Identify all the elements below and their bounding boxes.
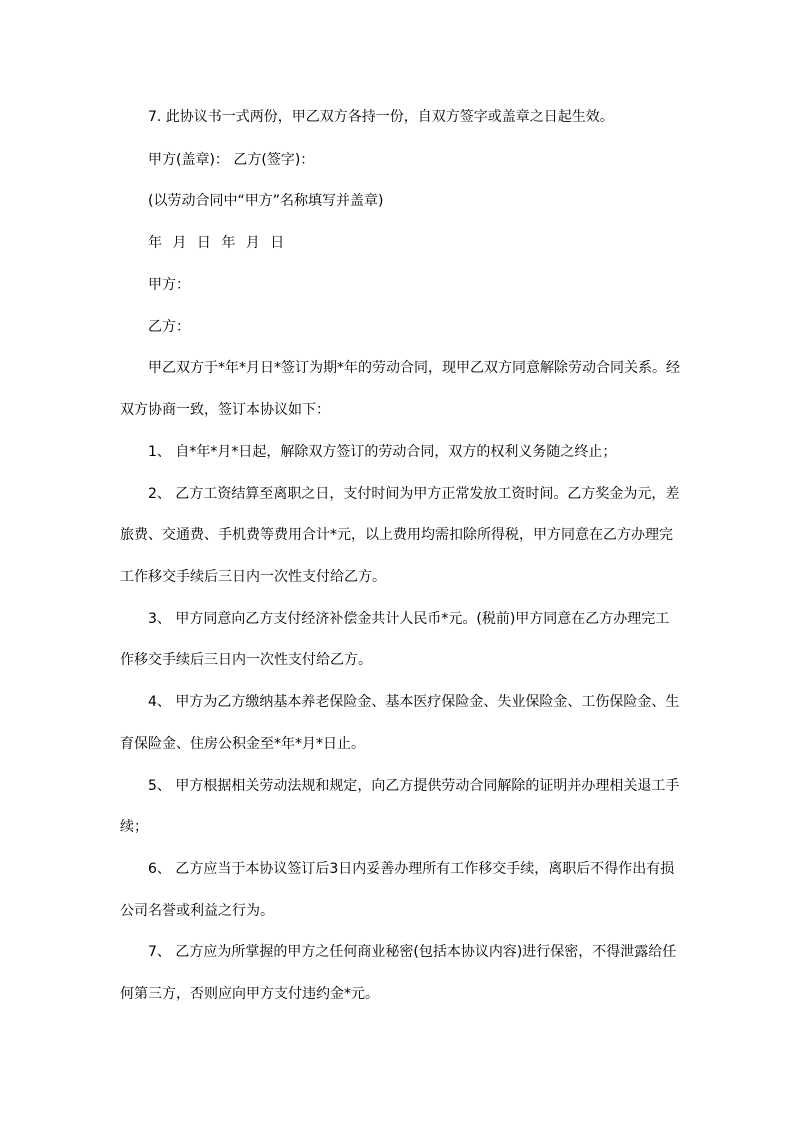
clause-4-line: 4、 甲方为乙方缴纳基本养老保险金、基本医疗保险金、失业保险金、工伤保险金、生: [148, 694, 680, 710]
clause-6-line: 公司名誉或利益之行为。: [120, 903, 274, 919]
clause-2-line: 旅费、交通费、手机费等费用合计*元，以上费用均需扣除所得税，甲方同意在乙方办理完: [120, 527, 673, 543]
seal-note-line: (以劳动合同中“甲方”名称填写并盖章): [148, 193, 384, 209]
clause-5-line: 续；: [120, 819, 148, 835]
date-line: 年 月 日 年 月 日: [148, 235, 285, 251]
intro-line: 双方协商一致，签订本协议如下：: [120, 402, 330, 418]
clause-4-line: 育保险金、住房公积金至*年*月*日止。: [120, 736, 365, 752]
clause-3-line: 3、 甲方同意向乙方支付经济补偿金共计人民币*元。(税前)甲方同意在乙方办理完工: [148, 611, 670, 627]
clause-2-line: 2、 乙方工资结算至离职之日，支付时间为甲方正常发放工资时间。乙方奖金为元，差: [148, 486, 680, 502]
party-a-line: 甲方：: [148, 277, 190, 293]
effective-clause-line: 7. 此协议书一式两份，甲乙双方各持一份，自双方签字或盖章之日起生效。: [148, 109, 614, 125]
clause-3-line: 作移交手续后三日内一次性支付给乙方。: [120, 652, 372, 668]
clause-7-line: 7、 乙方应为所掌握的甲方之任何商业秘密(包括本协议内容)进行保密，不得泄露给任: [148, 944, 677, 960]
intro-line: 甲乙双方于*年*月日*签订为期*年的劳动合同，现甲乙双方同意解除劳动合同关系。经: [148, 360, 680, 376]
clause-2-line: 工作移交手续后三日内一次性支付给乙方。: [120, 569, 386, 585]
party-b-line: 乙方：: [148, 319, 190, 335]
clause-6-line: 6、 乙方应当于本协议签订后3日内妥善办理所有工作移交手续，离职后不得作出有损: [148, 861, 675, 877]
clause-1-line: 1、 自*年*月*日起，解除双方签订的劳动合同，双方的权利义务随之终止；: [148, 444, 617, 460]
signature-line: 甲方(盖章)： 乙方(签字)：: [148, 152, 315, 168]
clause-5-line: 5、 甲方根据相关劳动法规和规定，向乙方提供劳动合同解除的证明并办理相关退工手: [148, 778, 680, 794]
clause-7-line: 何第三方，否则应向甲方支付违约金*元。: [120, 986, 379, 1002]
